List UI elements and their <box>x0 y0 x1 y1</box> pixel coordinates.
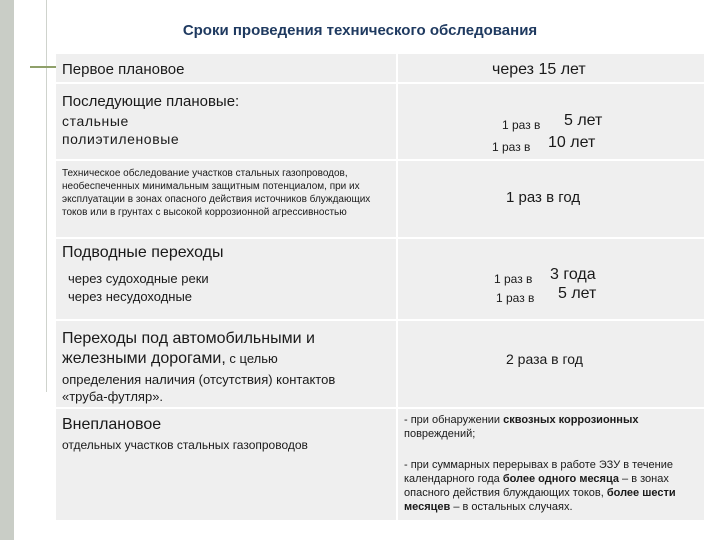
row-value: 1 раз в год <box>506 189 581 206</box>
condition-text: – в остальных случаях. <box>450 501 573 513</box>
row-sub-item: стальные <box>62 113 129 129</box>
table-row <box>56 239 704 320</box>
condition-paragraph <box>404 458 700 514</box>
condition-text: повреждений; <box>404 428 476 440</box>
table-row <box>56 161 704 238</box>
condition-emphasis: более одного месяца <box>502 473 619 485</box>
frequency-prefix: 1 раз в <box>502 118 541 132</box>
condition-paragraph <box>404 413 700 441</box>
row-heading: Подводные переходы <box>62 244 224 261</box>
row-label-line: Переходы под автомобильными и <box>62 330 315 347</box>
row-value-cell <box>398 161 704 237</box>
condition-emphasis: сквозных коррозионных <box>503 414 639 426</box>
page-title: Сроки проведения технического обследования <box>182 22 538 39</box>
condition-emphasis: более шести месяцев <box>404 487 676 513</box>
frequency-value: 5 лет <box>564 112 603 129</box>
frequency-prefix: 1 раз в <box>496 291 535 305</box>
left-decor-line <box>46 0 47 392</box>
accent-line <box>30 66 56 68</box>
row-label-cell <box>56 84 396 159</box>
frequency-prefix: 1 раз в <box>494 272 533 286</box>
row-value-cell <box>398 321 704 407</box>
row-value-cell <box>398 54 704 82</box>
row-sub-item: отдельных участков стальных газопроводов <box>62 438 308 452</box>
table-row <box>56 84 704 160</box>
condition-text: – в зонах опасного действия блуждающих токов, <box>404 473 669 499</box>
frequency-value: 3 года <box>550 266 596 283</box>
row-label-cell <box>56 161 396 237</box>
row-label-cell <box>56 239 396 319</box>
row-label-cell <box>56 409 396 520</box>
row-sub-item: через несудоходные <box>68 289 193 304</box>
row-label: Техническое обследование участков стальных газопроводов, необеспеченных минимальным защитным потенциалом, при их эксплуатации в зонах опасного действия источников блуждающих токов или в грунтах с высокой коррозионной агрессивностью <box>62 168 371 218</box>
row-label-cell <box>56 54 396 82</box>
row-sub-item: полиэтиленовые <box>62 131 180 147</box>
row-label-line <box>62 350 278 368</box>
row-label-line: «труба-футляр». <box>62 389 164 404</box>
condition-text: - при суммарных перерывах в работе ЭЗУ в течение календарного года <box>404 459 673 485</box>
condition-text: - при обнаружении <box>404 414 504 426</box>
frequency-prefix: 1 раз в <box>492 140 531 154</box>
table-row <box>56 321 704 408</box>
row-heading: Последующие плановые: <box>62 93 240 110</box>
row-value: через 15 лет <box>492 61 586 78</box>
row-value-cell <box>398 84 704 159</box>
row-label: Первое плановое <box>62 61 185 78</box>
left-decor-bar <box>0 0 14 540</box>
inspection-table <box>56 54 704 520</box>
row-heading: Внеплановое <box>62 416 162 433</box>
frequency-value: 10 лет <box>548 134 596 151</box>
row-label-line: определения наличия (отсутствия) контактов <box>62 372 336 387</box>
row-label-cell <box>56 321 396 407</box>
row-value-cell <box>398 409 704 520</box>
row-value-cell <box>398 239 704 319</box>
table-row <box>56 409 704 520</box>
row-value: 2 раза в год <box>506 351 583 367</box>
row-label-suffix: с целью <box>225 351 278 366</box>
row-label-text: железными дорогами, <box>62 350 226 367</box>
row-sub-item: через судоходные реки <box>68 271 209 286</box>
table-row <box>56 54 704 83</box>
frequency-value: 5 лет <box>558 285 597 302</box>
